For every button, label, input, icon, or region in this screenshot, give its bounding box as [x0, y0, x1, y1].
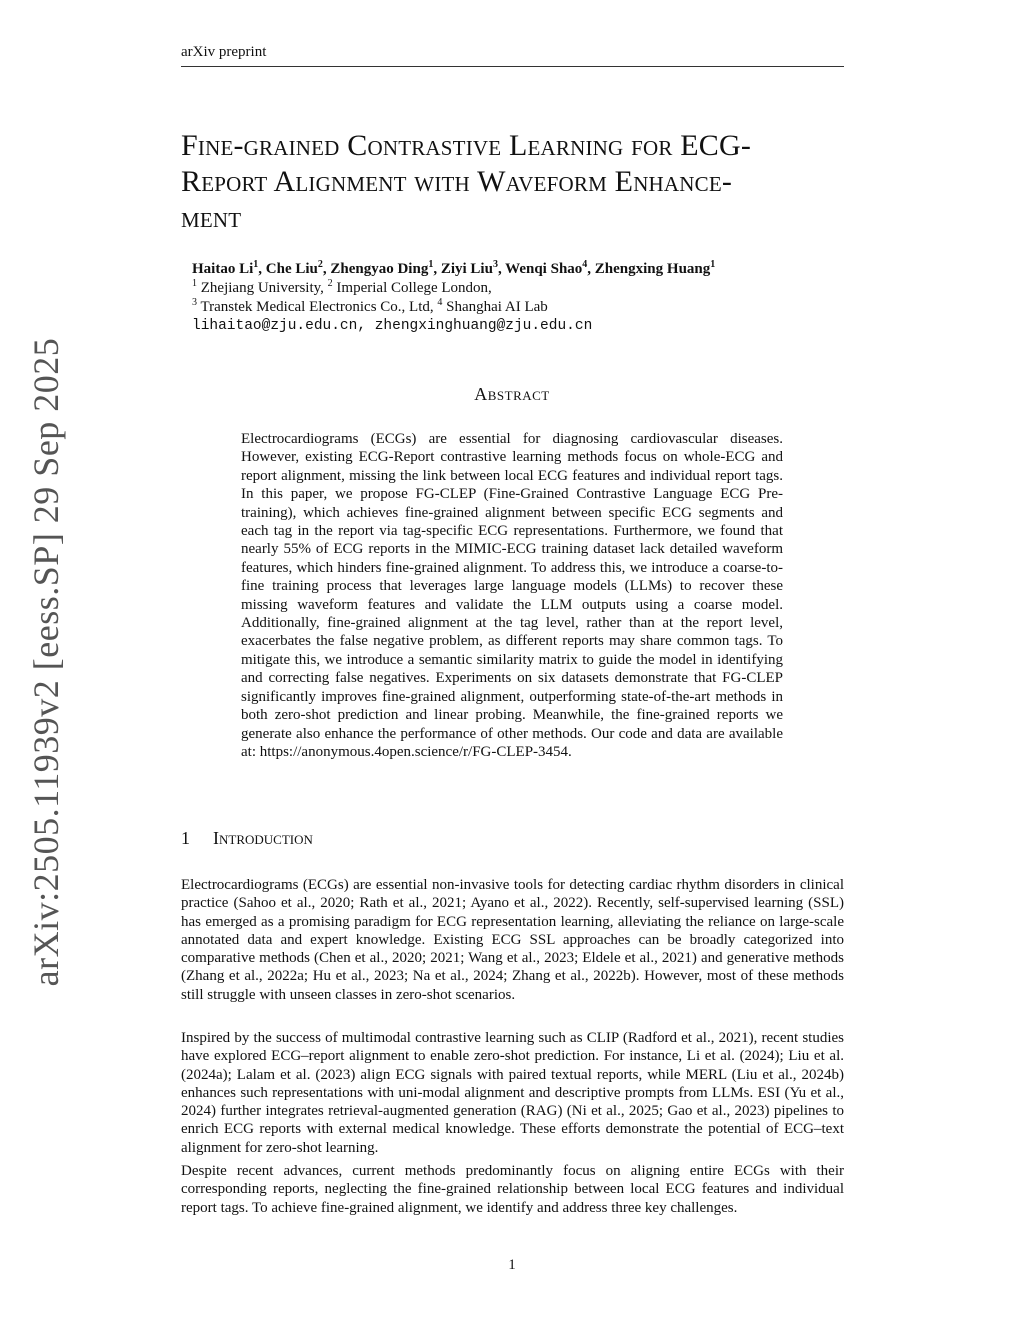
abstract-body: Electrocardiograms (ECGs) are essential for diagnosing cardiovascular diseases. However, existing ECG-Report contrastive learning methods focus on whole-ECG and report alignment, missing the link between local ECG features and individual report tags. In this paper, we propose FG-CLEP (Fine-Grained Contrastive Language ECG Pre-training), which achieves fine-grained alignment between specific ECG segments and each tag in the report via tag-specific ECG representations. Furthermore, we found that nearly 55% of ECG reports in the MIMIC-ECG training dataset lack detailed waveform features, which hinders fine-grained alignment. To address this, we introduce a coarse-to-fine training process that leverages large language models (LLMs) to recover these missing waveform features and validate the LLM outputs using a coarse model. Additionally, fine-grained alignment at the tag level, rather than at the report level, exacerbates the false negative problem, as different reports may share common tags. To mitigate this, we introduce a semantic similarity matrix to guide the model in identifying and correcting false negatives. Experiments on six datasets demonstrate that FG-CLEP significantly improves fine-grained alignment, outperforming state-of-the-art methods in both zero-shot prediction and linear probing. Meanwhile, the fine-grained reports we generate also enhance the performance of other methods. Our code and data are available at: https://anonymous.4open.science/r/FG-CLEP-3454.: [241, 431, 783, 760]
section-number: 1: [181, 828, 190, 848]
title-line-2: Report Alignment with Waveform Enhance-: [181, 165, 733, 198]
aff1-sup: 1: [192, 278, 197, 289]
author-2: , Che Liu: [258, 261, 318, 277]
abstract-heading: Abstract: [474, 384, 550, 404]
page-number: 1: [508, 1257, 516, 1273]
arxiv-side-stamp: arXiv:2505.11939v2 [eess.SP] 29 Sep 2025: [26, 337, 66, 987]
author-5-sup: 4: [582, 259, 588, 270]
author-5: , Wenqi Shao: [497, 261, 583, 277]
author-1-sup: 1: [253, 259, 259, 270]
author-4: , Ziyi Liu: [433, 261, 493, 277]
aff3: Transtek Medical Electronics Co., Ltd,: [197, 299, 438, 315]
affiliation-line-1: [192, 279, 832, 298]
aff4-sup: 4: [437, 297, 443, 308]
intro-paragraph-3: Despite recent advances, current methods predominantly focus on aligning entire ECGs with their corresponding reports, neglecting the fine-grained relationship between local ECG features and individual report tags. To achieve fine-grained alignment, we identify and address three key challenges.: [181, 1163, 844, 1216]
paper-title: [181, 128, 861, 236]
author-1: Haitao Li: [192, 261, 254, 277]
author-6-sup: 1: [710, 259, 716, 270]
header-rule: [181, 66, 844, 67]
aff4: Shanghai AI Lab: [442, 299, 548, 315]
running-header: arXiv preprint: [181, 44, 267, 60]
title-line-3: ment: [181, 201, 242, 234]
author-4-sup: 3: [492, 259, 498, 270]
intro-paragraph-1: Electrocardiograms (ECGs) are essential non-invasive tools for detecting cardiac rhythm disorders in clinical practice (Sahoo et al., 2020; Rath et al., 2021; Ayano et al., 2022). Recently, self-supervised learning (SSL) has emerged as a promising paradigm for ECG representation learning, alleviating the reliance on large-scale annotated data and expert knowledge. Existing ECG SSL approaches can be broadly categorized into comparative methods (Chen et al., 2020; 2021; Wang et al., 2023; Eldele et al., 2021) and generative methods (Zhang et al., 2022a; Hu et al., 2023; Na et al., 2024; Zhang et al., 2022b). However, most of these methods still struggle with unseen classes in zero-shot scenarios.: [181, 877, 844, 1003]
aff2-sup: 2: [327, 278, 333, 289]
section-title: Introduction: [213, 828, 313, 848]
title-line-1: Fine-grained Contrastive Learning for ECG-: [181, 129, 752, 162]
author-2-sup: 2: [317, 259, 323, 270]
author-3: , Zhengyao Ding: [322, 261, 429, 277]
aff3-sup: 3: [192, 297, 197, 308]
author-3-sup: 1: [428, 259, 434, 270]
author-names: [192, 260, 832, 279]
author-block: [192, 260, 832, 336]
aff1: Zhejiang University,: [197, 280, 328, 296]
affiliation-line-2: [192, 298, 832, 317]
aff2: Imperial College London,: [332, 280, 492, 296]
author-6: , Zhengxing Huang: [587, 261, 711, 277]
section-heading-introduction: [181, 828, 313, 849]
author-emails: lihaitao@zju.edu.cn, zhengxinghuang@zju.edu.cn: [192, 318, 593, 334]
intro-paragraph-2: Inspired by the success of multimodal contrastive learning such as CLIP (Radford et al., 2021), recent studies have explored ECG–report alignment to enable zero-shot prediction. For instance, Li et al. (2024); Liu et al. (2024a); Lalam et al. (2023) align ECG signals with paired textual reports, while MERL (Liu et al., 2024b) enhances such representations with uni-modal alignment and descriptive prompts from LLMs. ESI (Yu et al., 2024) further integrates retrieval-augmented generation (RAG) (Ni et al., 2025; Gao et al., 2023) pipelines to enrich ECG reports with external medical knowledge. These efforts demonstrate the potential of ECG–text alignment for zero-shot learning.: [181, 1030, 844, 1156]
